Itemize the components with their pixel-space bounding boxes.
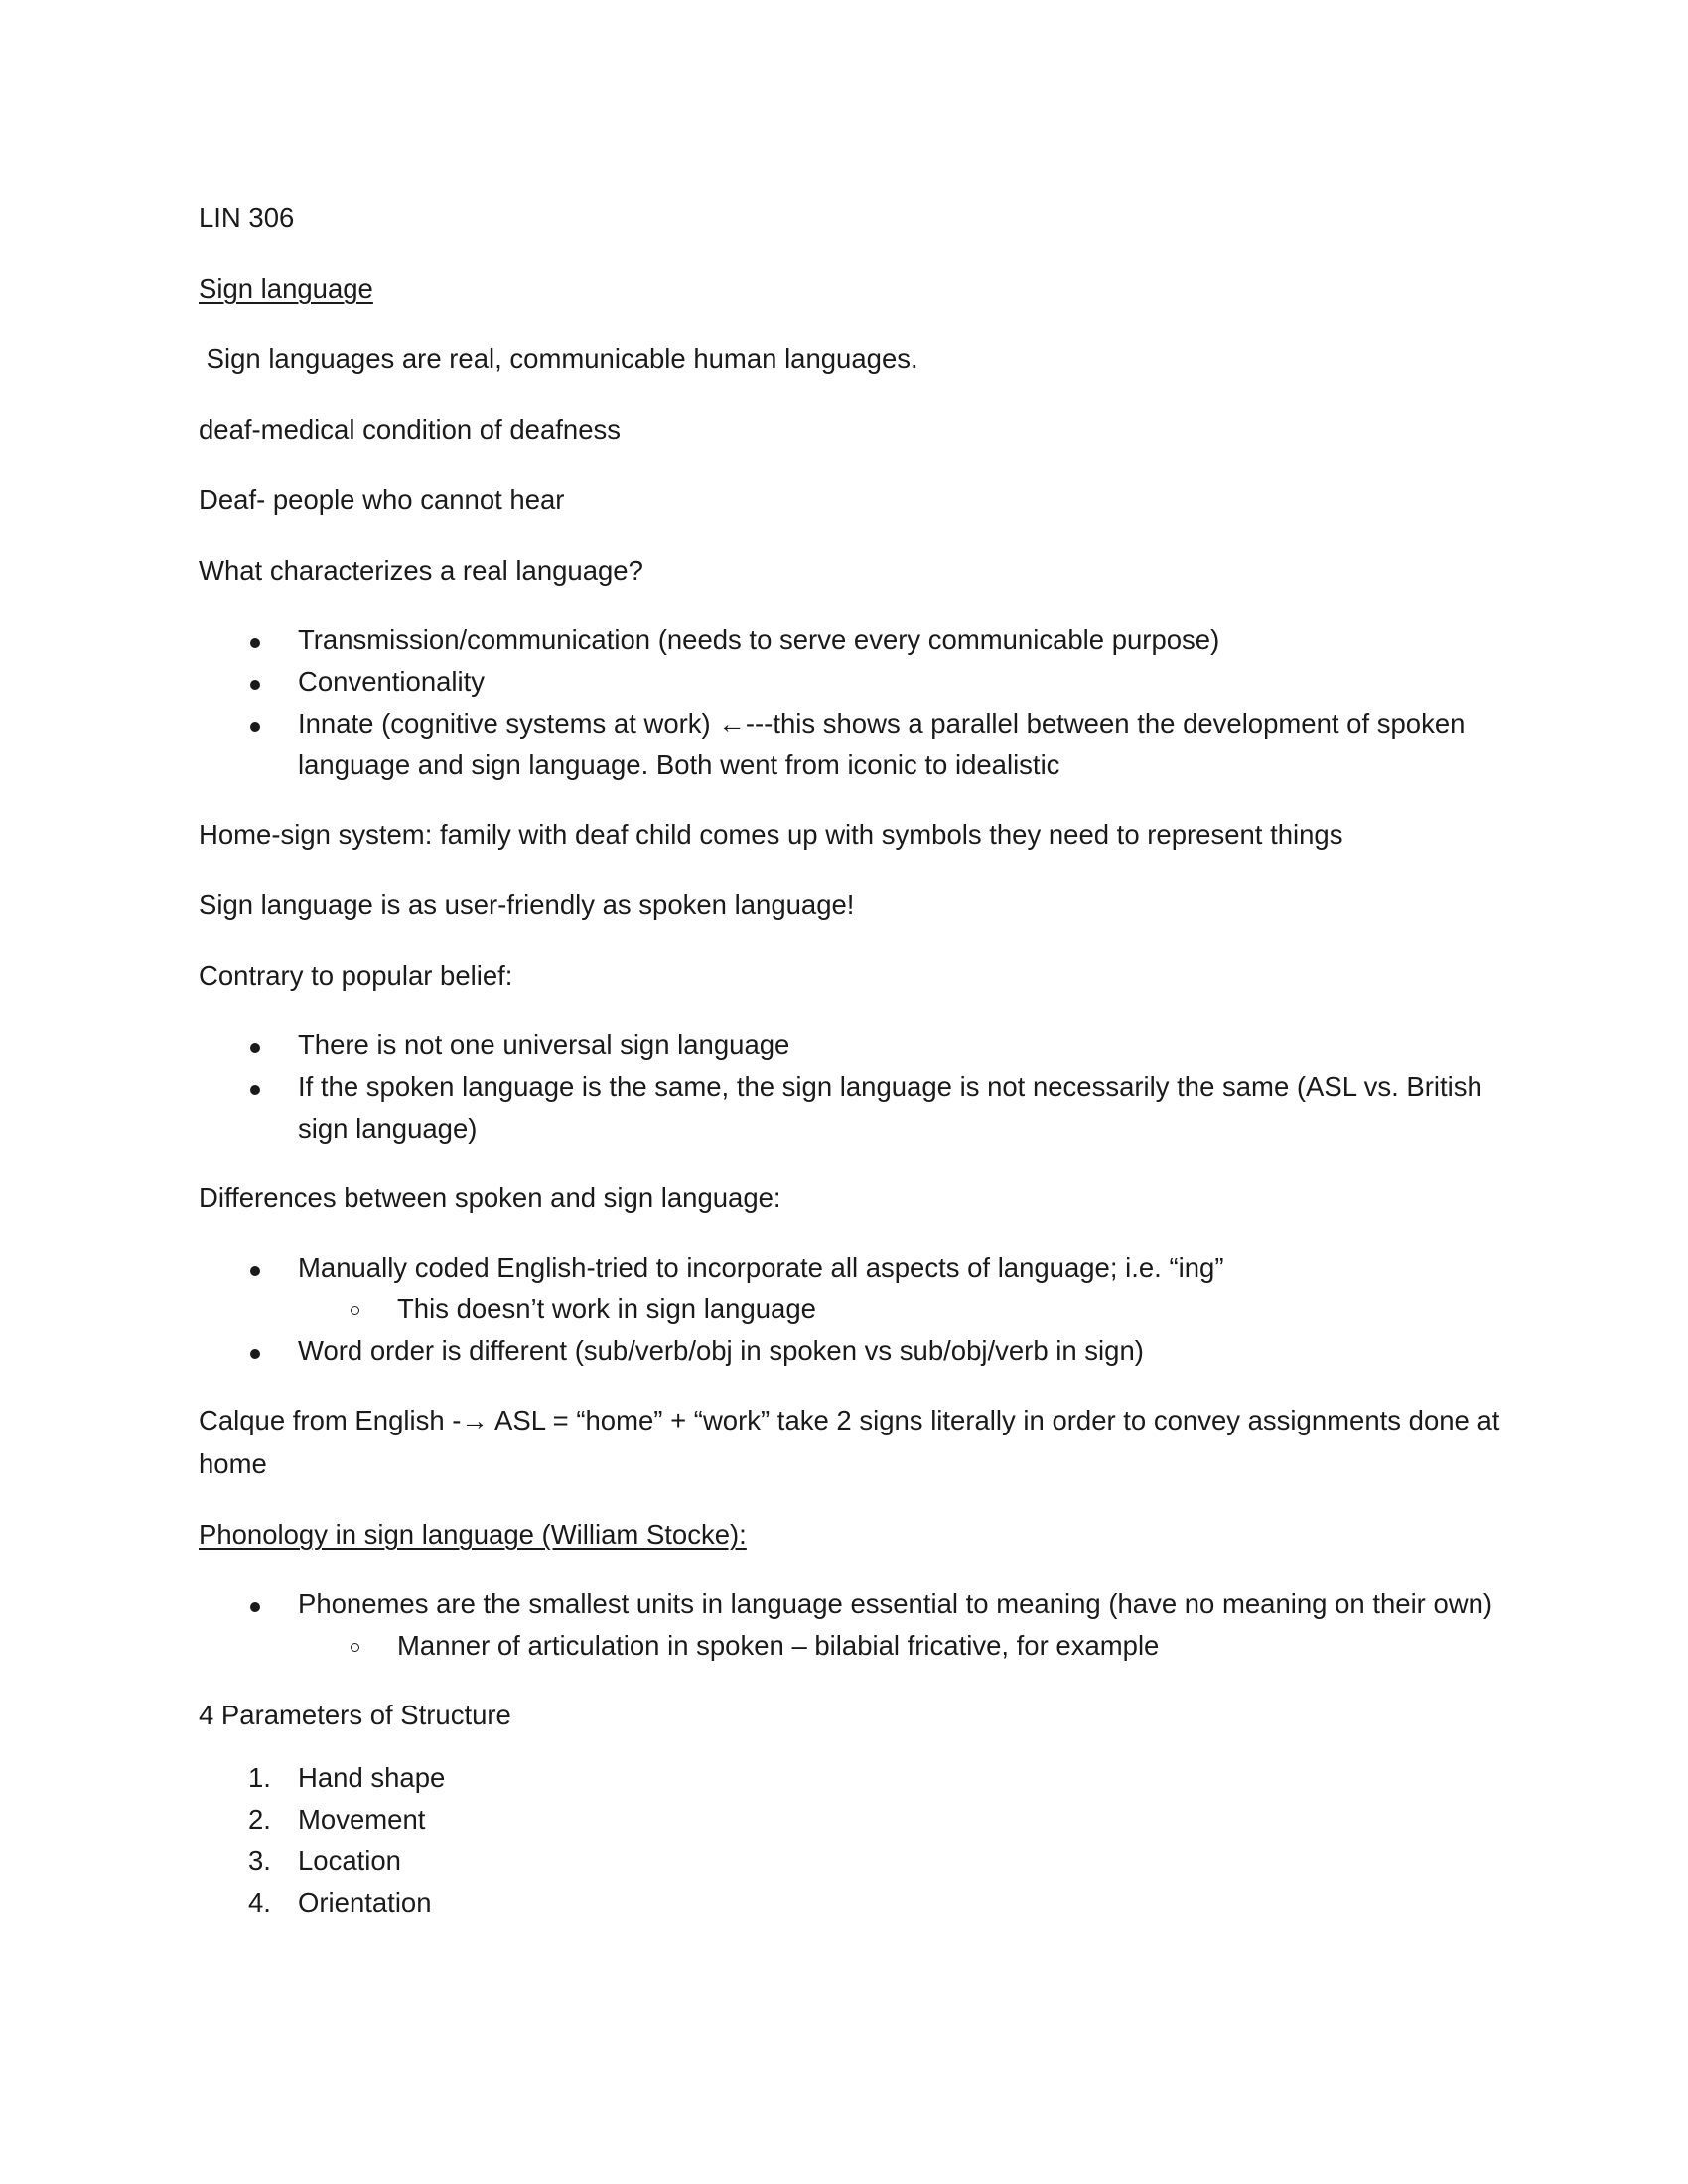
definition-deaf-lower: deaf-medical condition of deafness: [199, 414, 621, 445]
intro-text: Sign languages are real, communicable human languages.: [199, 343, 918, 374]
course-title: LIN 306: [199, 203, 295, 233]
question-real-language: What characterizes a real language?: [199, 555, 643, 586]
home-sign-text: Home-sign system: family with deaf child comes up with symbols they need to represent things: [199, 819, 1343, 850]
list-item: Conventionality: [199, 661, 1509, 703]
user-friendly-text: Sign language is as user-friendly as spoken language!: [199, 889, 855, 920]
bullet-icon: [250, 1266, 260, 1276]
list-item: Phonemes are the smallest units in language essential to meaning (have no meaning on their own) Manner of articulation in spoken – bilabial fricative, for example: [199, 1583, 1509, 1667]
differences-heading: Differences between spoken and sign language:: [199, 1182, 781, 1213]
definition-deaf-upper: Deaf- people who cannot hear: [199, 484, 565, 515]
hollow-bullet-icon: [351, 1306, 359, 1315]
list-item: Word order is different (sub/verb/obj in spoken vs sub/obj/verb in sign): [199, 1330, 1509, 1372]
bullet-icon: [250, 1085, 260, 1095]
sub-list: [298, 1289, 1509, 1330]
sub-list: [298, 1625, 1509, 1667]
parameters-heading: 4 Parameters of Structure: [199, 1700, 511, 1730]
list-item: 4. Orientation: [248, 1887, 432, 1918]
contrary-heading: Contrary to popular belief:: [199, 960, 513, 991]
list-item: 3. Location: [248, 1845, 401, 1876]
bullet-icon: [250, 638, 260, 648]
list-item: Transmission/communication (needs to serve every communicable purpose): [199, 619, 1509, 661]
characteristics-list: [199, 619, 1509, 786]
bullet-icon: [250, 1602, 260, 1612]
list-item: Manually coded English-tried to incorporate all aspects of language; i.e. “ing” This doesn’t work in sign language: [199, 1247, 1509, 1330]
section-heading-phonology: Phonology in sign language (William Stocke):: [199, 1519, 747, 1550]
document-page: [199, 197, 1509, 1951]
parameters-list: [199, 1757, 1509, 1924]
bullet-icon: [250, 1043, 260, 1053]
hollow-bullet-icon: [351, 1643, 359, 1652]
list-item: There is not one universal sign language: [199, 1024, 1509, 1066]
section-heading-sign-language: Sign language: [199, 273, 373, 304]
bullet-icon: [250, 722, 260, 732]
sub-list-item: This doesn’t work in sign language: [298, 1289, 1509, 1330]
beliefs-list: [199, 1024, 1509, 1150]
bullet-icon: [250, 680, 260, 690]
list-item: 1. Hand shape: [248, 1762, 446, 1793]
differences-list: [199, 1247, 1509, 1372]
phonemes-list: [199, 1583, 1509, 1667]
list-item: Innate (cognitive systems at work) ←---this shows a parallel between the development of spoken language and sign language. Both went from iconic to idealistic: [199, 703, 1509, 786]
list-item: 2. Movement: [248, 1804, 426, 1835]
list-item: If the spoken language is the same, the sign language is not necessarily the same (ASL vs. British sign language): [199, 1066, 1509, 1150]
calque-text: Calque from English -→ ASL = “home” + “work” take 2 signs literally in order to convey assignments done at home: [199, 1405, 1500, 1479]
sub-list-item: Manner of articulation in spoken – bilabial fricative, for example: [298, 1625, 1509, 1667]
bullet-icon: [250, 1349, 260, 1359]
